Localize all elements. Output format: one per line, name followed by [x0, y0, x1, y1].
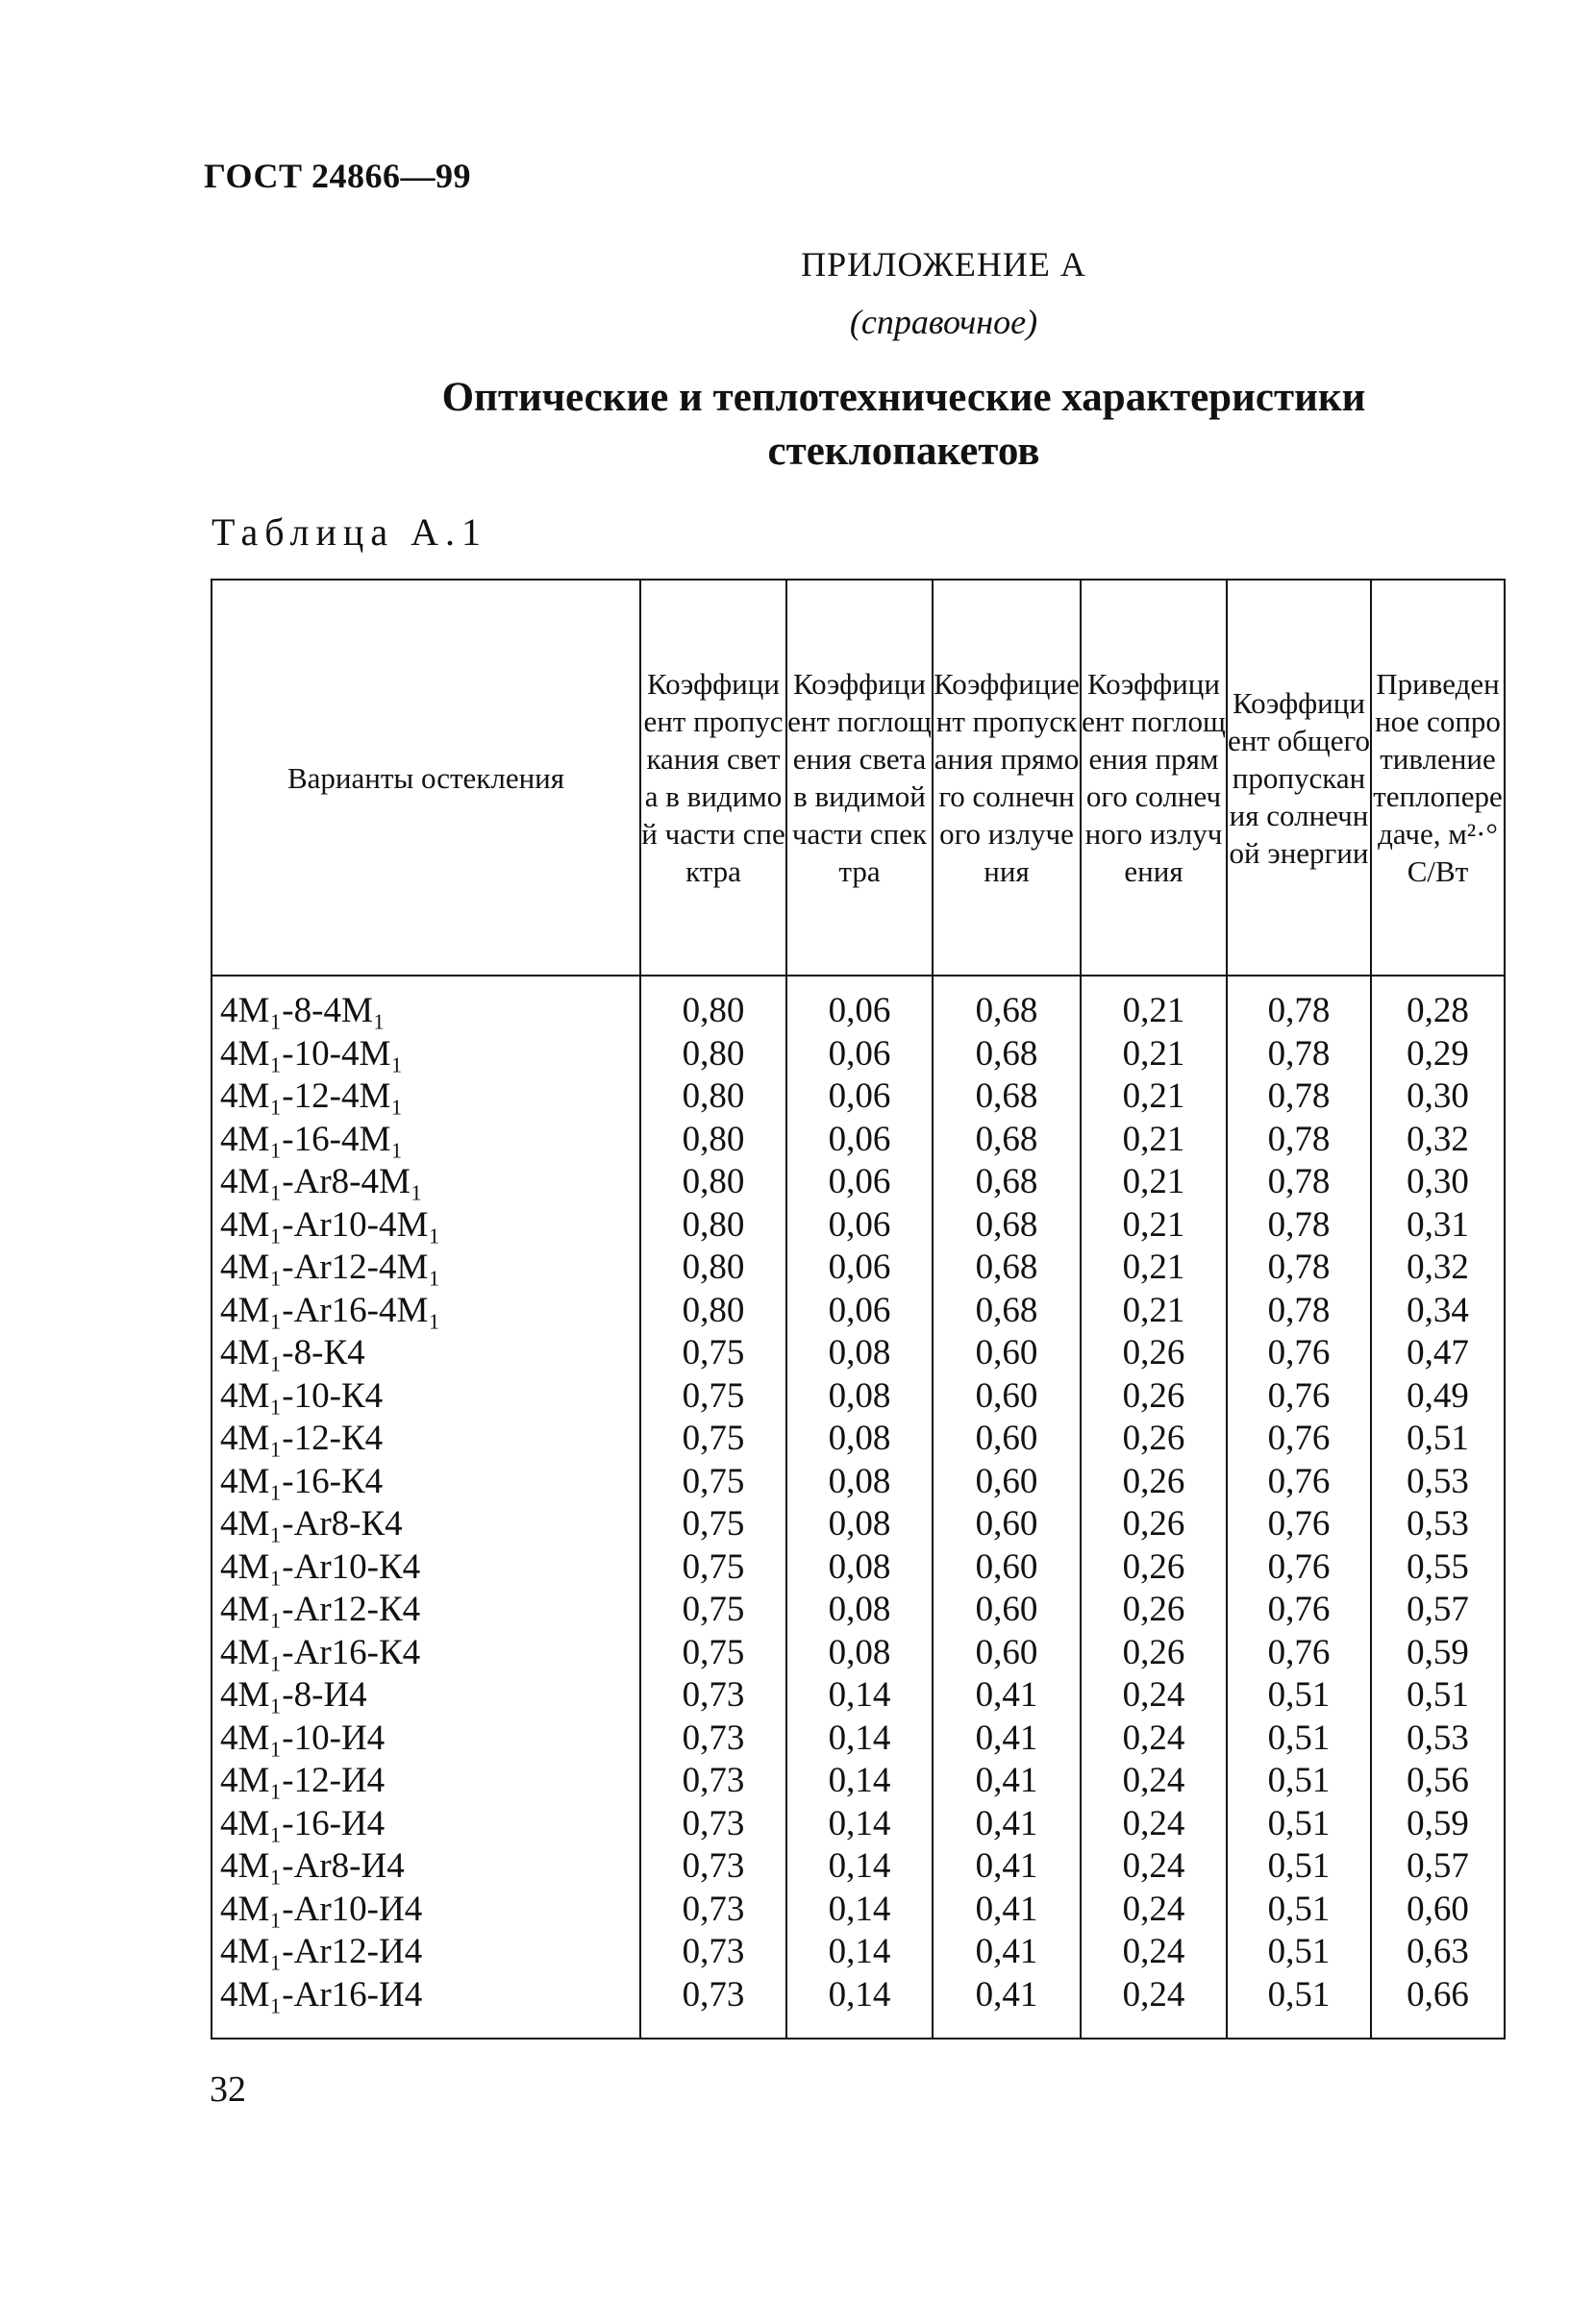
value-cell: 0,78: [1227, 1033, 1371, 1076]
glazing-variant-cell: 4М₁-Ar8-4М₁: [212, 1161, 640, 1204]
value-cell: 0,41: [933, 1889, 1081, 1932]
value-cell: 0,80: [640, 1119, 786, 1162]
value-cell: 0,08: [786, 1503, 933, 1546]
table-row: [212, 1375, 1505, 1419]
glazing-variant-cell: 4М₁-12-И4: [212, 1760, 640, 1803]
value-cell: 0,24: [1081, 1674, 1227, 1718]
value-cell: 0,51: [1227, 1974, 1371, 2040]
value-cell: 0,06: [786, 1161, 933, 1204]
value-cell: 0,78: [1227, 1290, 1371, 1333]
value-cell: 0,73: [640, 1974, 786, 2040]
table-row: [212, 1589, 1505, 1632]
value-cell: 0,26: [1081, 1632, 1227, 1675]
value-cell: 0,21: [1081, 1290, 1227, 1333]
value-cell: 0,21: [1081, 1161, 1227, 1204]
value-cell: 0,68: [933, 976, 1081, 1033]
page-heading: Оптические и теплотехнические характеристики стеклопакетов: [441, 375, 1366, 474]
column-header: Варианты остекления: [212, 580, 640, 976]
value-cell: 0,51: [1227, 1845, 1371, 1889]
value-cell: 0,41: [933, 1974, 1081, 2040]
value-cell: 0,76: [1227, 1332, 1371, 1375]
value-cell: 0,21: [1081, 976, 1227, 1033]
value-cell: 0,32: [1371, 1119, 1505, 1162]
table-row: [212, 1161, 1505, 1204]
table-row: [212, 1204, 1505, 1248]
value-cell: 0,30: [1371, 1075, 1505, 1119]
glazing-variant-cell: 4М₁-8-4М₁: [212, 976, 640, 1033]
value-cell: 0,53: [1371, 1503, 1505, 1546]
value-cell: 0,14: [786, 1845, 933, 1889]
value-cell: 0,21: [1081, 1075, 1227, 1119]
appendix-kind: (справочное): [849, 303, 1038, 341]
value-cell: 0,47: [1371, 1332, 1505, 1375]
header-row: [212, 580, 1505, 976]
glazing-variant-cell: 4М₁-Ar8-И4: [212, 1845, 640, 1889]
glazing-variant-cell: 4М₁-8-К4: [212, 1332, 640, 1375]
value-cell: 0,26: [1081, 1461, 1227, 1504]
value-cell: 0,73: [640, 1760, 786, 1803]
value-cell: 0,78: [1227, 976, 1371, 1033]
glazing-variant-cell: 4М₁-10-И4: [212, 1718, 640, 1761]
value-cell: 0,68: [933, 1075, 1081, 1119]
glazing-variant-cell: 4М₁-Ar12-И4: [212, 1931, 640, 1974]
value-cell: 0,73: [640, 1718, 786, 1761]
value-cell: 0,73: [640, 1889, 786, 1932]
value-cell: 0,80: [640, 1161, 786, 1204]
value-cell: 0,60: [933, 1546, 1081, 1590]
value-cell: 0,68: [933, 1119, 1081, 1162]
value-cell: 0,41: [933, 1845, 1081, 1889]
value-cell: 0,14: [786, 1974, 933, 2040]
value-cell: 0,53: [1371, 1461, 1505, 1504]
value-cell: 0,41: [933, 1760, 1081, 1803]
value-cell: 0,51: [1227, 1931, 1371, 1974]
table-header: [212, 580, 1505, 976]
value-cell: 0,76: [1227, 1375, 1371, 1419]
table-row: [212, 1718, 1505, 1761]
value-cell: 0,80: [640, 1075, 786, 1119]
value-cell: 0,60: [933, 1461, 1081, 1504]
value-cell: 0,21: [1081, 1119, 1227, 1162]
value-cell: 0,26: [1081, 1546, 1227, 1590]
value-cell: 0,08: [786, 1632, 933, 1675]
value-cell: 0,06: [786, 976, 933, 1033]
value-cell: 0,76: [1227, 1461, 1371, 1504]
value-cell: 0,73: [640, 1845, 786, 1889]
value-cell: 0,68: [933, 1247, 1081, 1290]
value-cell: 0,63: [1371, 1931, 1505, 1974]
glazing-variant-cell: 4М₁-12-К4: [212, 1418, 640, 1461]
value-cell: 0,24: [1081, 1760, 1227, 1803]
value-cell: 0,08: [786, 1375, 933, 1419]
glazing-variant-cell: 4М₁-Ar16-И4: [212, 1974, 640, 2040]
table-row: [212, 1247, 1505, 1290]
value-cell: 0,26: [1081, 1418, 1227, 1461]
glazing-variant-cell: 4М₁-Ar8-К4: [212, 1503, 640, 1546]
value-cell: 0,26: [1081, 1332, 1227, 1375]
value-cell: 0,31: [1371, 1204, 1505, 1248]
value-cell: 0,60: [933, 1589, 1081, 1632]
value-cell: 0,21: [1081, 1033, 1227, 1076]
table-row: [212, 1290, 1505, 1333]
value-cell: 0,76: [1227, 1589, 1371, 1632]
value-cell: 0,73: [640, 1931, 786, 1974]
value-cell: 0,29: [1371, 1033, 1505, 1076]
column-header: Приведенное сопротивление теплопередаче, м²·°С/Вт: [1371, 580, 1505, 976]
value-cell: 0,24: [1081, 1931, 1227, 1974]
table-row: [212, 1889, 1505, 1932]
value-cell: 0,80: [640, 976, 786, 1033]
value-cell: 0,51: [1227, 1718, 1371, 1761]
table-row: [212, 1033, 1505, 1076]
table-body: [212, 976, 1505, 2039]
value-cell: 0,51: [1227, 1803, 1371, 1846]
table-row: [212, 1461, 1505, 1504]
glazing-variant-cell: 4М₁-Ar16-4М₁: [212, 1290, 640, 1333]
value-cell: 0,14: [786, 1889, 933, 1932]
column-header: Коэффициент поглощения света в видимой части спектра: [786, 580, 933, 976]
value-cell: 0,75: [640, 1332, 786, 1375]
table-row: [212, 1931, 1505, 1974]
value-cell: 0,08: [786, 1589, 933, 1632]
glazing-characteristics-table: [211, 579, 1506, 2040]
value-cell: 0,56: [1371, 1760, 1505, 1803]
glazing-variant-cell: 4М₁-Ar10-И4: [212, 1889, 640, 1932]
value-cell: 0,14: [786, 1674, 933, 1718]
page-number: 32: [210, 2069, 246, 2110]
value-cell: 0,73: [640, 1674, 786, 1718]
value-cell: 0,28: [1371, 976, 1505, 1033]
value-cell: 0,75: [640, 1375, 786, 1419]
table-caption: Таблица А.1: [212, 510, 487, 554]
value-cell: 0,06: [786, 1290, 933, 1333]
value-cell: 0,75: [640, 1503, 786, 1546]
value-cell: 0,60: [933, 1503, 1081, 1546]
value-cell: 0,80: [640, 1247, 786, 1290]
value-cell: 0,60: [933, 1632, 1081, 1675]
value-cell: 0,06: [786, 1247, 933, 1290]
value-cell: 0,49: [1371, 1375, 1505, 1419]
value-cell: 0,68: [933, 1161, 1081, 1204]
value-cell: 0,08: [786, 1461, 933, 1504]
table-row: [212, 1332, 1505, 1375]
value-cell: 0,51: [1371, 1674, 1505, 1718]
table-row: [212, 1845, 1505, 1889]
appendix-title: ПРИЛОЖЕНИЕ А: [801, 245, 1086, 284]
value-cell: 0,60: [1371, 1889, 1505, 1932]
glazing-variant-cell: 4М₁-10-К4: [212, 1375, 640, 1419]
value-cell: 0,73: [640, 1803, 786, 1846]
value-cell: 0,59: [1371, 1803, 1505, 1846]
value-cell: 0,26: [1081, 1589, 1227, 1632]
value-cell: 0,06: [786, 1204, 933, 1248]
table-row: [212, 1418, 1505, 1461]
table-row: [212, 1075, 1505, 1119]
value-cell: 0,59: [1371, 1632, 1505, 1675]
table-row: [212, 1674, 1505, 1718]
value-cell: 0,75: [640, 1418, 786, 1461]
value-cell: 0,26: [1081, 1503, 1227, 1546]
value-cell: 0,57: [1371, 1589, 1505, 1632]
value-cell: 0,68: [933, 1033, 1081, 1076]
value-cell: 0,41: [933, 1718, 1081, 1761]
value-cell: 0,32: [1371, 1247, 1505, 1290]
table-row: [212, 1760, 1505, 1803]
value-cell: 0,06: [786, 1033, 933, 1076]
value-cell: 0,51: [1227, 1760, 1371, 1803]
value-cell: 0,66: [1371, 1974, 1505, 2040]
value-cell: 0,68: [933, 1204, 1081, 1248]
value-cell: 0,60: [933, 1418, 1081, 1461]
value-cell: 0,60: [933, 1375, 1081, 1419]
value-cell: 0,41: [933, 1931, 1081, 1974]
table-row: [212, 1974, 1505, 2040]
value-cell: 0,41: [933, 1803, 1081, 1846]
glazing-variant-cell: 4М₁-8-И4: [212, 1674, 640, 1718]
value-cell: 0,78: [1227, 1247, 1371, 1290]
table-row: [212, 1632, 1505, 1675]
column-header: Коэффициент пропускания света в видимой части спектра: [640, 580, 786, 976]
table-row: [212, 1546, 1505, 1590]
value-cell: 0,75: [640, 1461, 786, 1504]
value-cell: 0,80: [640, 1033, 786, 1076]
value-cell: 0,57: [1371, 1845, 1505, 1889]
value-cell: 0,51: [1227, 1674, 1371, 1718]
value-cell: 0,06: [786, 1119, 933, 1162]
value-cell: 0,14: [786, 1803, 933, 1846]
value-cell: 0,53: [1371, 1718, 1505, 1761]
value-cell: 0,21: [1081, 1247, 1227, 1290]
document-code: ГОСТ 24866—99: [204, 157, 471, 195]
value-cell: 0,24: [1081, 1974, 1227, 2040]
value-cell: 0,24: [1081, 1845, 1227, 1889]
value-cell: 0,06: [786, 1075, 933, 1119]
glazing-variant-cell: 4М₁-Ar12-4М₁: [212, 1247, 640, 1290]
value-cell: 0,75: [640, 1632, 786, 1675]
glazing-variant-cell: 4М₁-16-4М₁: [212, 1119, 640, 1162]
glazing-variant-cell: 4М₁-10-4М₁: [212, 1033, 640, 1076]
value-cell: 0,76: [1227, 1632, 1371, 1675]
value-cell: 0,21: [1081, 1204, 1227, 1248]
glazing-variant-cell: 4М₁-Ar10-4М₁: [212, 1204, 640, 1248]
value-cell: 0,75: [640, 1589, 786, 1632]
value-cell: 0,34: [1371, 1290, 1505, 1333]
value-cell: 0,51: [1227, 1889, 1371, 1932]
value-cell: 0,78: [1227, 1119, 1371, 1162]
glazing-variant-cell: 4М₁-Ar10-К4: [212, 1546, 640, 1590]
value-cell: 0,60: [933, 1332, 1081, 1375]
value-cell: 0,24: [1081, 1718, 1227, 1761]
table-row: [212, 1119, 1505, 1162]
value-cell: 0,24: [1081, 1889, 1227, 1932]
value-cell: 0,51: [1371, 1418, 1505, 1461]
value-cell: 0,76: [1227, 1418, 1371, 1461]
value-cell: 0,78: [1227, 1204, 1371, 1248]
value-cell: 0,41: [933, 1674, 1081, 1718]
value-cell: 0,26: [1081, 1375, 1227, 1419]
glazing-variant-cell: 4М₁-12-4М₁: [212, 1075, 640, 1119]
glazing-variant-cell: 4М₁-Ar16-К4: [212, 1632, 640, 1675]
value-cell: 0,14: [786, 1931, 933, 1974]
value-cell: 0,80: [640, 1290, 786, 1333]
value-cell: 0,08: [786, 1418, 933, 1461]
value-cell: 0,30: [1371, 1161, 1505, 1204]
glazing-variant-cell: 4М₁-16-К4: [212, 1461, 640, 1504]
glazing-variant-cell: 4М₁-Ar12-К4: [212, 1589, 640, 1632]
column-header: Коэффициент поглощения прямого солнечного излучения: [1081, 580, 1227, 976]
value-cell: 0,55: [1371, 1546, 1505, 1590]
value-cell: 0,78: [1227, 1161, 1371, 1204]
table-row: [212, 976, 1505, 1033]
value-cell: 0,76: [1227, 1546, 1371, 1590]
table-row: [212, 1503, 1505, 1546]
value-cell: 0,76: [1227, 1503, 1371, 1546]
value-cell: 0,08: [786, 1546, 933, 1590]
glazing-variant-cell: 4М₁-16-И4: [212, 1803, 640, 1846]
table-row: [212, 1803, 1505, 1846]
value-cell: 0,80: [640, 1204, 786, 1248]
value-cell: 0,14: [786, 1760, 933, 1803]
value-cell: 0,78: [1227, 1075, 1371, 1119]
value-cell: 0,08: [786, 1332, 933, 1375]
column-header: Коэффициент пропускания прямого солнечного излучения: [933, 580, 1081, 976]
value-cell: 0,24: [1081, 1803, 1227, 1846]
value-cell: 0,75: [640, 1546, 786, 1590]
value-cell: 0,68: [933, 1290, 1081, 1333]
column-header: Коэффициент общего пропускания солнечной энергии: [1227, 580, 1371, 976]
value-cell: 0,14: [786, 1718, 933, 1761]
